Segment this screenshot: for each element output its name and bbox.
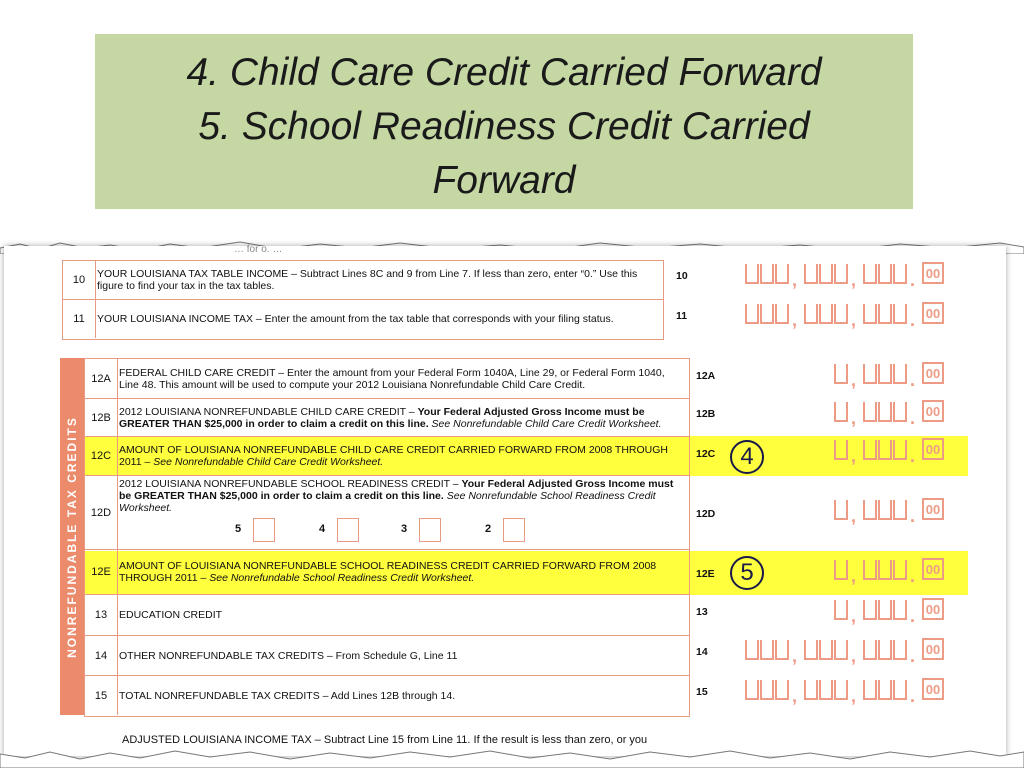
nonrefundable-sidebar (60, 358, 84, 715)
digit-box[interactable] (834, 560, 848, 580)
comma-separator: , (851, 310, 857, 330)
digit-box[interactable] (863, 600, 877, 620)
digit-box[interactable] (775, 264, 789, 284)
digit-box[interactable] (834, 364, 848, 384)
cents-box: 00 (922, 558, 944, 580)
comma-separator: , (851, 408, 857, 428)
cents-box: 00 (922, 598, 944, 620)
digit-box[interactable] (804, 640, 818, 660)
digit-box[interactable] (745, 264, 759, 284)
form-row-12d (85, 476, 689, 550)
line-number: 12B (85, 399, 118, 436)
star-label-2: 2 (485, 523, 492, 535)
tax-form-excerpt (0, 238, 1024, 768)
line-ref-14: 14 (696, 646, 708, 658)
line-text: 2012 LOUISIANA NONREFUNDABLE CHILD CARE CREDIT – Your Federal Adjusted Gross Income must be GREATER THAN $25,000 in order to claim a credit on this line. See Nonrefundable Child Care Credit Worksheet. (119, 405, 662, 430)
comma-separator: , (851, 370, 857, 390)
amount-line-10[interactable] (745, 264, 946, 290)
decimal-point: . (910, 446, 916, 466)
line-number: 11 (63, 300, 96, 338)
amount-line-12a[interactable] (834, 364, 946, 390)
digit-box[interactable] (893, 364, 907, 384)
line-number: 12C (85, 437, 118, 475)
torn-edge-bottom (0, 746, 1024, 768)
digit-box[interactable] (834, 680, 848, 700)
line-text: YOUR LOUISIANA TAX TABLE INCOME – Subtract Lines 8C and 9 from Line 7. If less than zero, enter “0.” Use this figure to find your tax in the tax tables. (97, 268, 638, 292)
digit-box[interactable] (760, 304, 774, 324)
line-text: EDUCATION CREDIT (119, 609, 223, 621)
line-number: 13 (85, 595, 118, 635)
sidebar-label: NONREFUNDABLE TAX CREDITS (65, 415, 79, 658)
decimal-point: . (910, 606, 916, 626)
digit-box[interactable] (893, 680, 907, 700)
form-row-12a (85, 359, 689, 399)
form-row-15 (85, 676, 689, 715)
cents-box: 00 (922, 638, 944, 660)
line-text: AMOUNT OF LOUISIANA NONREFUNDABLE CHILD CARE CREDIT CARRIED FORWARD FROM 2008 THROUGH 2011 – See Nonrefundable Child Care Credit Worksheet. (119, 444, 668, 468)
digit-box[interactable] (760, 640, 774, 660)
comma-separator: , (792, 686, 798, 706)
digit-box[interactable] (745, 304, 759, 324)
digit-box[interactable] (834, 600, 848, 620)
digit-box[interactable] (863, 560, 877, 580)
line-ref-15: 15 (696, 686, 708, 698)
digit-box[interactable] (878, 264, 892, 284)
digit-box[interactable] (878, 440, 892, 460)
digit-box[interactable] (863, 304, 877, 324)
decimal-point: . (910, 686, 916, 706)
digit-box[interactable] (863, 500, 877, 520)
form-row-11 (63, 300, 663, 338)
digit-box[interactable] (893, 500, 907, 520)
digit-box[interactable] (834, 640, 848, 660)
star-box-3[interactable] (419, 518, 441, 542)
comma-separator: , (851, 446, 857, 466)
digit-box[interactable] (878, 364, 892, 384)
digit-box[interactable] (834, 402, 848, 422)
line-text: FEDERAL CHILD CARE CREDIT – Enter the amount from your Federal Form 1040A, Line 29, or Federal Form 1040, Line 48. This amount will be used to compute your 2012 Louisiana Nonrefundable Child Care Credit. (119, 366, 665, 391)
line-ref-12c: 12C (696, 448, 716, 460)
digit-box[interactable] (834, 304, 848, 324)
star-box-4[interactable] (337, 518, 359, 542)
digit-box[interactable] (878, 680, 892, 700)
digit-box[interactable] (878, 304, 892, 324)
line-ref-13: 13 (696, 606, 708, 618)
line-number: 14 (85, 636, 118, 675)
digit-box[interactable] (804, 264, 818, 284)
comma-separator: , (851, 506, 857, 526)
cents-box: 00 (922, 678, 944, 700)
income-table (62, 260, 664, 340)
digit-box[interactable] (745, 680, 759, 700)
line-number: 12E (85, 550, 118, 594)
line-text: TOTAL NONREFUNDABLE TAX CREDITS – Add Lines 12B through 14. (119, 689, 456, 702)
amount-line-12b[interactable] (834, 402, 946, 428)
line-ref-12e: 12E (696, 568, 715, 580)
digit-box[interactable] (819, 680, 833, 700)
decimal-point: . (910, 566, 916, 586)
star-label-4: 4 (319, 523, 326, 535)
star-label-5: 5 (235, 523, 242, 535)
form-row-12b (85, 399, 689, 437)
digit-box[interactable] (878, 402, 892, 422)
form-row-14 (85, 636, 689, 676)
digit-box[interactable] (775, 640, 789, 660)
digit-box[interactable] (893, 304, 907, 324)
digit-box[interactable] (878, 600, 892, 620)
line-text: YOUR LOUISIANA INCOME TAX – Enter the amount from the tax table that corresponds with your filing status. (97, 313, 614, 325)
star-box-2[interactable] (503, 518, 525, 542)
digit-box[interactable] (775, 680, 789, 700)
title-line-3: Forward (432, 159, 576, 202)
amount-line-13[interactable] (834, 600, 946, 626)
digit-box[interactable] (804, 304, 818, 324)
comma-separator: , (792, 310, 798, 330)
digit-box[interactable] (834, 264, 848, 284)
decimal-point: . (910, 270, 916, 290)
partial-top-text: … for o. … (234, 244, 283, 255)
cents-box: 00 (922, 362, 944, 384)
digit-box[interactable] (863, 264, 877, 284)
form-row-12c (85, 437, 689, 476)
decimal-point: . (910, 370, 916, 390)
line-ref-11: 11 (676, 310, 688, 322)
decimal-point: . (910, 310, 916, 330)
comma-separator: , (792, 646, 798, 666)
comma-separator: , (851, 270, 857, 290)
cents-box: 00 (922, 438, 944, 460)
comma-separator: , (851, 606, 857, 626)
line-text: 2012 LOUISIANA NONREFUNDABLE SCHOOL READINESS CREDIT – Your Federal Adjusted Gross Income must be GREATER THAN $25,000 in order to claim a credit on this line. See Nonrefundable School Readiness Credit Worksheet. (119, 478, 674, 514)
star-box-5[interactable] (253, 518, 275, 542)
digit-box[interactable] (804, 680, 818, 700)
credits-table (84, 358, 690, 717)
digit-box[interactable] (893, 640, 907, 660)
amount-line-11[interactable] (745, 304, 946, 330)
title-line-1: 4. Child Care Credit Carried Forward (186, 51, 822, 94)
cents-box: 00 (922, 400, 944, 422)
comma-separator: , (792, 270, 798, 290)
comma-separator: , (851, 566, 857, 586)
form-row-10 (63, 261, 663, 300)
slide-title (95, 34, 913, 209)
digit-box[interactable] (819, 640, 833, 660)
line-number: 12D (85, 476, 118, 549)
decimal-point: . (910, 408, 916, 428)
digit-box[interactable] (760, 264, 774, 284)
digit-box[interactable] (863, 680, 877, 700)
line-ref-12b: 12B (696, 408, 716, 420)
line-text: OTHER NONREFUNDABLE TAX CREDITS – From Schedule G, Line 11 (119, 649, 458, 662)
line-ref-12a: 12A (696, 370, 716, 382)
digit-box[interactable] (863, 640, 877, 660)
digit-box[interactable] (760, 680, 774, 700)
comma-separator: , (851, 646, 857, 666)
cents-box: 00 (922, 262, 944, 284)
star-label-3: 3 (401, 523, 408, 535)
form-row-13 (85, 595, 689, 636)
digit-box[interactable] (863, 364, 877, 384)
line-text: AMOUNT OF LOUISIANA NONREFUNDABLE SCHOOL READINESS CREDIT CARRIED FORWARD FROM 2008 THROUGH 2011 – See Nonrefundable School Readiness Credit Worksheet. (119, 560, 657, 584)
line-number: 15 (85, 676, 118, 715)
digit-box[interactable] (819, 304, 833, 324)
line-ref-10: 10 (676, 270, 688, 282)
digit-box[interactable] (893, 402, 907, 422)
digit-box[interactable] (893, 600, 907, 620)
digit-box[interactable] (863, 402, 877, 422)
digit-box[interactable] (863, 440, 877, 460)
amount-line-12e[interactable] (834, 560, 946, 586)
decimal-point: . (910, 506, 916, 526)
digit-box[interactable] (834, 500, 848, 520)
callout-4: 4 (730, 440, 764, 474)
digit-box[interactable] (834, 440, 848, 460)
digit-box[interactable] (878, 500, 892, 520)
line-ref-12d: 12D (696, 508, 716, 520)
digit-box[interactable] (878, 560, 892, 580)
partial-bottom-text: ADJUSTED LOUISIANA INCOME TAX – Subtract Line 15 from Line 11. If the result is less than zero, or you (122, 734, 648, 746)
amount-line-12d[interactable] (834, 500, 946, 526)
comma-separator: , (851, 686, 857, 706)
line-number: 12A (85, 359, 118, 398)
amount-line-15[interactable] (745, 680, 946, 706)
title-line-2: 5. School Readiness Credit Carried (198, 105, 810, 148)
callout-5: 5 (730, 556, 764, 590)
digit-box[interactable] (893, 264, 907, 284)
digit-box[interactable] (893, 560, 907, 580)
decimal-point: . (910, 646, 916, 666)
cents-box: 00 (922, 498, 944, 520)
form-row-12e (85, 550, 689, 595)
digit-box[interactable] (878, 640, 892, 660)
cents-box: 00 (922, 302, 944, 324)
amount-line-12c[interactable] (834, 440, 946, 466)
line-number: 10 (63, 261, 96, 299)
digit-box[interactable] (775, 304, 789, 324)
digit-box[interactable] (893, 440, 907, 460)
digit-box[interactable] (819, 264, 833, 284)
amount-line-14[interactable] (745, 640, 946, 666)
digit-box[interactable] (745, 640, 759, 660)
